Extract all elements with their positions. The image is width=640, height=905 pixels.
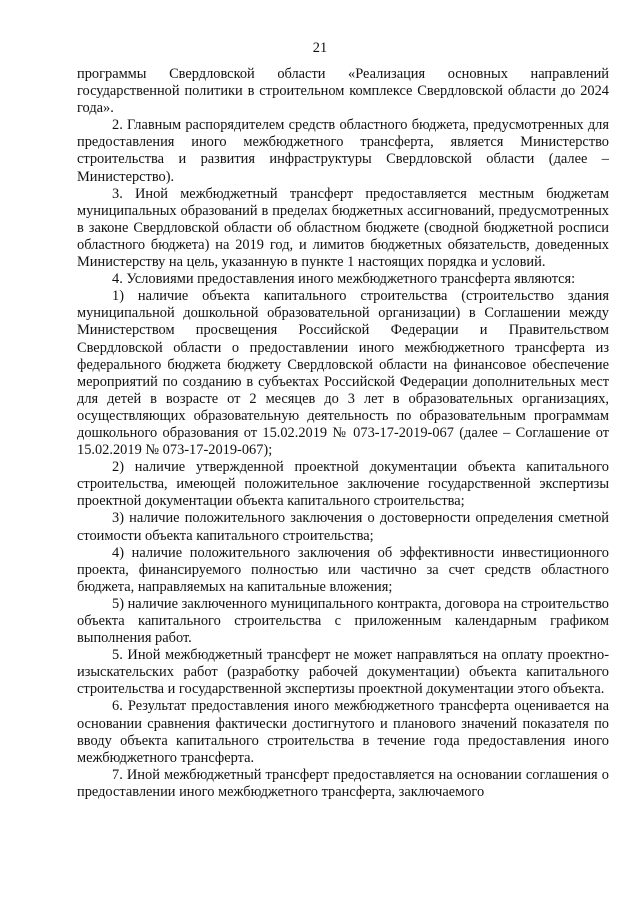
paragraph-item-4: 4. Условиями предоставления иного межбюджетного трансферта являются: [112,271,576,288]
subitem-4-5: 5) наличие заключенного муниципального контракта, договора на строительство объекта капитального строительства с приложенным календарным графиком выполнения работ. [77,595,609,647]
paragraph-item-5: 5. Иной межбюджетный трансферт не может направляться на оплату проектно-изыскательских работ (разработку рабочей документации) объекта капитального строительства и государственной экспертизы проектной документации этого объекта. [77,647,609,698]
subitem-4-4: 4) наличие положительного заключения об эффективности инвестиционного проекта, финансируемого полностью или частично за счет средств областного бюджета, направляемых на капитальные вложения; [77,544,609,595]
subitem-4-2: 2) наличие утвержденной проектной документации объекта капитального строительства, имеющей положительное заключение государственной экспертизы проектной документации объекта капитального строительства; [77,459,609,510]
page-number: 21 [312,40,328,56]
paragraph-item-7: 7. Иной межбюджетный трансферт предоставляется на основании соглашения о предоставлении иного межбюджетного трансферта, заключаемого [77,766,609,800]
subitem-4-3: 3) наличие положительного заключения о достоверности определения сметной стоимости объекта капитального строительства; [77,510,609,544]
paragraph-item-3: 3. Иной межбюджетный трансферт предоставляется местным бюджетам муниципальных образований в пределах бюджетных ассигнований, предусмотренных в законе Свердловской области об областном бюджете (сводной бюджетной росписи областного бюджета) на 2019 год, и лимитов бюджетных обязательств, доведенных Министерству на цель, указанную в пункте 1 настоящих порядка и условий. [77,185,609,271]
paragraph-item-2: 2. Главным распорядителем средств областного бюджета, предусмотренных для предоставления иного межбюджетного трансферта, является Министерство строительства и развития инфраструктуры Свердловской области (далее – Министерство). [77,117,609,185]
document-body [77,66,609,801]
subitem-4-1: 1) наличие объекта капитального строительства (строительство здания муниципальной дошкольной образовательной организации) в Соглашении между Министерством просвещения Российской Федерации и Правительством Свердловской области о предоставлении иного межбюджетного трансферта из федерального бюджета бюджету Свердловской области на финансовое обеспечение мероприятий по созданию в субъектах Российской Федерации дополнительных мест для детей в возрасте от 2 месяцев до 3 лет в образовательных организациях, осуществляющих образовательную деятельность по образовательным программам дошкольного образования от 15.02.2019 № 073-17-2019-067 (далее – Соглашение от 15.02.2019 № 073-17-2019-067); [77,288,609,459]
paragraph-continuation: программы Свердловской области «Реализация основных направлений государственной политики в строительном комплексе Свердловской области до 2024 года». [77,66,609,117]
paragraph-item-6: 6. Результат предоставления иного межбюджетного трансферта оценивается на основании сравнения фактически достигнутого и планового значений показателя по вводу объекта капитального строительства в течение года предоставления иного межбюджетного трансферта. [77,698,609,766]
